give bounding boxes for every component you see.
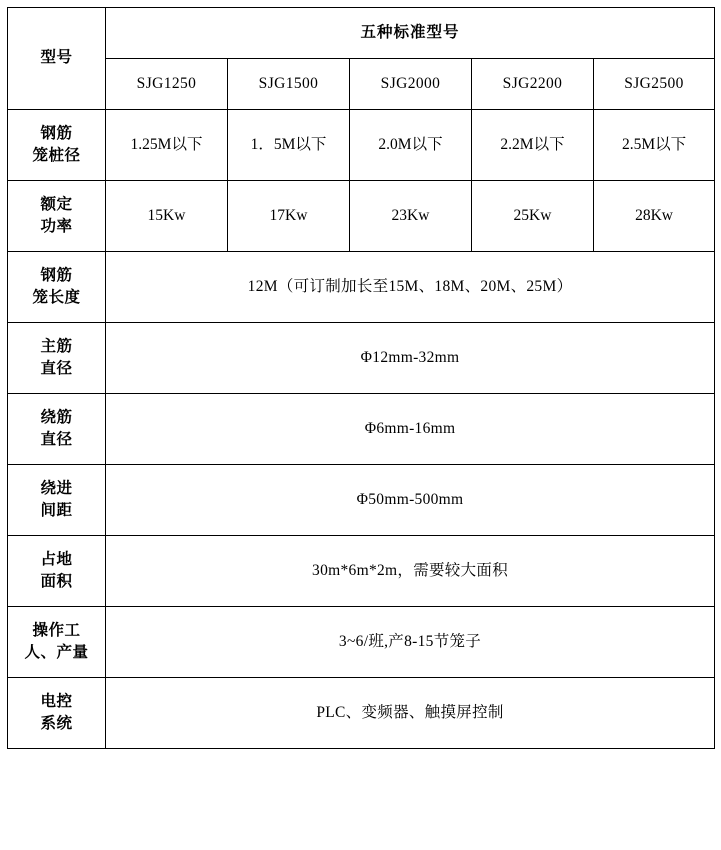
table-row xyxy=(8,59,715,110)
footprint-value: 30m*6m*2m，需要较大面积 xyxy=(106,536,715,607)
main-bar-diameter-value: Φ12mm-32mm xyxy=(106,323,715,394)
standard-models-header: 五种标准型号 xyxy=(106,8,715,59)
row-label-cage-length: 钢筋 笼长度 xyxy=(8,252,106,323)
cage-diameter-cell-2: 1．5M以下 xyxy=(228,110,350,181)
specification-table xyxy=(7,7,715,749)
cage-diameter-cell-4: 2.2M以下 xyxy=(472,110,594,181)
rated-power-cell-5: 28Kw xyxy=(594,181,715,252)
cage-diameter-cell-3: 2.0M以下 xyxy=(350,110,472,181)
rated-power-cell-1: 15Kw xyxy=(106,181,228,252)
rated-power-cell-4: 25Kw xyxy=(472,181,594,252)
model-cell-1: SJG1250 xyxy=(106,59,228,110)
model-cell-4: SJG2200 xyxy=(472,59,594,110)
row-label-rated-power: 额定 功率 xyxy=(8,181,106,252)
rated-power-cell-2: 17Kw xyxy=(228,181,350,252)
cage-length-value: 12M（可订制加长至15M、18M、20M、25M） xyxy=(106,252,715,323)
row-label-footprint: 占地 面积 xyxy=(8,536,106,607)
model-cell-5: SJG2500 xyxy=(594,59,715,110)
table-row xyxy=(8,607,715,678)
row-label-main-bar-diameter: 主筋 直径 xyxy=(8,323,106,394)
model-cell-2: SJG1500 xyxy=(228,59,350,110)
winding-bar-diameter-value: Φ6mm-16mm xyxy=(106,394,715,465)
table-row xyxy=(8,323,715,394)
table-row xyxy=(8,394,715,465)
table-row xyxy=(8,465,715,536)
table-row xyxy=(8,536,715,607)
control-system-value: PLC、变频器、触摸屏控制 xyxy=(106,678,715,749)
model-cell-3: SJG2000 xyxy=(350,59,472,110)
row-label-control-system: 电控 系统 xyxy=(8,678,106,749)
cage-diameter-cell-1: 1.25M以下 xyxy=(106,110,228,181)
row-label-operators-output: 操作工 人、产量 xyxy=(8,607,106,678)
table-row xyxy=(8,678,715,749)
table-row xyxy=(8,110,715,181)
row-label-cage-diameter: 钢筋 笼桩径 xyxy=(8,110,106,181)
operators-output-value: 3~6/班,产8-15节笼子 xyxy=(106,607,715,678)
rated-power-cell-3: 23Kw xyxy=(350,181,472,252)
row-label-winding-pitch: 绕进 间距 xyxy=(8,465,106,536)
winding-pitch-value: Φ50mm-500mm xyxy=(106,465,715,536)
table-row xyxy=(8,181,715,252)
row-label-model: 型号 xyxy=(8,8,106,110)
row-label-winding-bar-diameter: 绕筋 直径 xyxy=(8,394,106,465)
table-row xyxy=(8,8,715,59)
table-row xyxy=(8,252,715,323)
cage-diameter-cell-5: 2.5M以下 xyxy=(594,110,715,181)
